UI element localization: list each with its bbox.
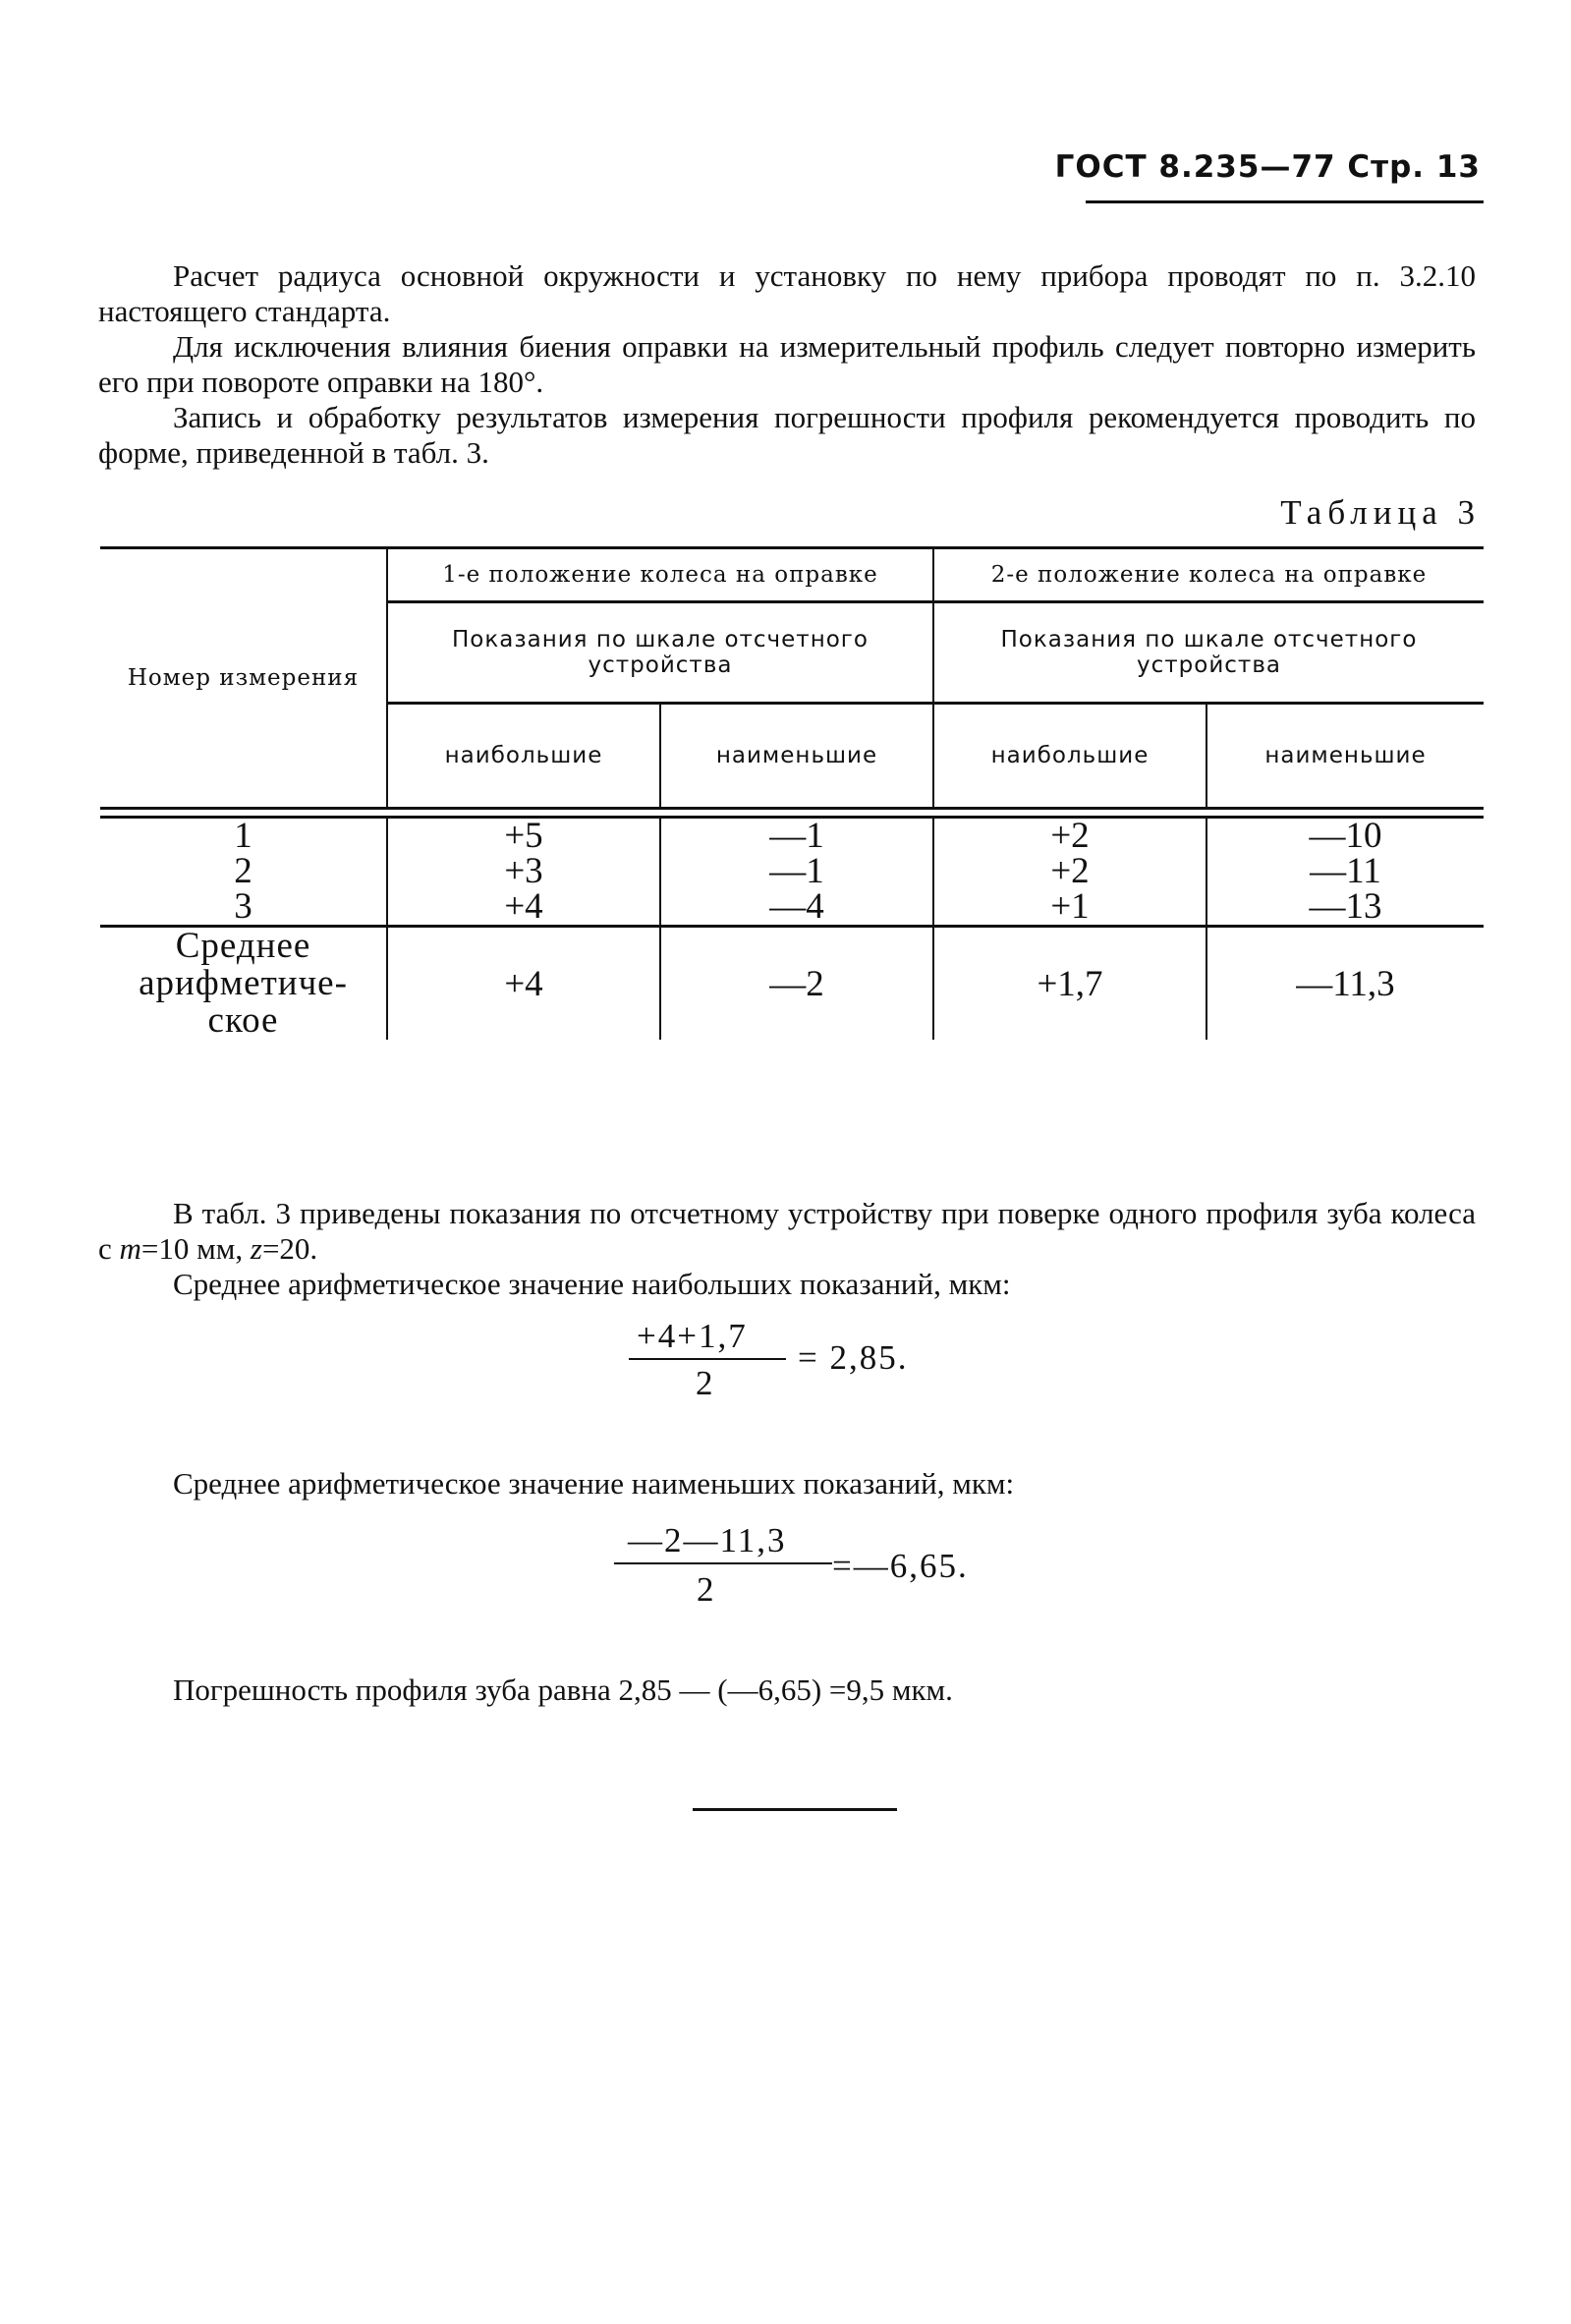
- min2-value: —13: [1309, 886, 1382, 927]
- paragraph-2-text: Для исключения влияния биения оправки на измерительный профиль следует повторно измерить его при повороте оправки на 180°.: [98, 329, 1476, 399]
- formula-2-result: =—6,65.: [832, 1547, 969, 1585]
- end-rule: [693, 1808, 897, 1811]
- formula-1-result: = 2,85.: [798, 1338, 909, 1377]
- min1-value: —1: [769, 851, 824, 891]
- min2-value: —11: [1310, 851, 1381, 891]
- min2-values-cell: [1206, 818, 1484, 927]
- average-row: [100, 928, 1484, 1040]
- max2-values-cell: [933, 818, 1206, 927]
- measurement-numbers-cell: [100, 818, 387, 927]
- avg-min2: —11,3: [1206, 928, 1484, 1040]
- text-after-1-c: =20.: [261, 1231, 318, 1266]
- max1-values-cell: [387, 818, 660, 927]
- avg-max1: +4: [387, 928, 660, 1040]
- formula-2-denominator: 2: [697, 1570, 716, 1609]
- formula-1-bar: [629, 1358, 786, 1360]
- subgroup2-header: Показания по шкале отсчетного устройства: [933, 602, 1484, 704]
- text-after-3: [98, 1466, 1476, 1502]
- paragraph-3-text: Запись и обработку результатов измерения погрешности профиля рекомендуется проводить по форме, приведенной в табл. 3.: [98, 400, 1476, 470]
- average-label-line: Среднее: [175, 926, 311, 966]
- avg-min1: —2: [660, 928, 933, 1040]
- measurement-number: 3: [234, 886, 252, 927]
- avg-max2: +1,7: [933, 928, 1206, 1040]
- formula-2-bar: [614, 1562, 832, 1564]
- text-after-1: [98, 1196, 1476, 1267]
- text-after-2: [98, 1267, 1476, 1302]
- group1-header: 1-е положение колеса на оправке: [387, 548, 933, 602]
- subgroup1-header: Показания по шкале отсчетного устройства: [387, 602, 933, 704]
- formula-1-numerator: +4+1,7: [637, 1317, 748, 1355]
- formula-2-numerator: —2—11,3: [628, 1521, 787, 1559]
- text-after-1-a: В табл. 3 приведены показания по отсчетному устройству при поверке одного профиля зуба колеса с: [98, 1196, 1476, 1266]
- max1-value: +5: [504, 816, 543, 856]
- var-m: m: [119, 1231, 141, 1266]
- text-after-2-text: Среднее арифметическое значение наибольших показаний, мкм:: [173, 1267, 1011, 1301]
- max2-value: +1: [1050, 886, 1090, 927]
- max2-value: +2: [1050, 851, 1090, 891]
- min1-value: —1: [769, 816, 824, 856]
- col-min1-header: наименьшие: [660, 704, 933, 809]
- measurement-table: [100, 546, 1484, 1040]
- measurement-number: 2: [234, 851, 252, 891]
- table-caption: Таблица 3: [1280, 493, 1481, 532]
- min1-values-cell: [660, 818, 933, 927]
- measurement-number: 1: [234, 816, 252, 856]
- values-row: [100, 818, 1484, 927]
- group2-header: 2-е положение колеса на оправке: [933, 548, 1484, 602]
- formula-1-denominator: 2: [696, 1364, 715, 1402]
- paragraph-3: [98, 400, 1476, 471]
- min2-value: —10: [1309, 816, 1382, 856]
- formula-2: [614, 1521, 1007, 1619]
- var-z: z: [250, 1231, 262, 1266]
- max2-value: +2: [1050, 816, 1090, 856]
- paragraph-1: [98, 258, 1476, 329]
- average-label-line: арифметиче-: [139, 963, 348, 1003]
- formula-1: [629, 1317, 943, 1415]
- average-label-cell: [100, 928, 387, 1040]
- text-after-1-b: =10 мм,: [140, 1231, 251, 1266]
- row-header-cell: [100, 548, 387, 809]
- col-max1-header: наибольшие: [387, 704, 660, 809]
- paragraph-2: [98, 329, 1476, 400]
- min1-value: —4: [769, 886, 824, 927]
- max1-value: +4: [504, 886, 543, 927]
- text-after-3-text: Среднее арифметическое значение наименьших показаний, мкм:: [173, 1466, 1015, 1501]
- max1-value: +3: [504, 851, 543, 891]
- col-max2-header: наибольшие: [933, 704, 1206, 809]
- header-rule: [1086, 200, 1484, 203]
- average-label-line: ское: [207, 1000, 279, 1041]
- row-header: Номер измерения: [127, 665, 360, 691]
- paragraph-1-text: Расчет радиуса основной окружности и установку по нему прибора проводят по п. 3.2.10 настоящего стандарта.: [98, 258, 1476, 328]
- text-after-4-text: Погрешность профиля зуба равна 2,85 — (—6,65) =9,5 мкм.: [173, 1672, 953, 1707]
- page-header: ГОСТ 8.235—77 Стр. 13: [1054, 149, 1481, 185]
- col-min2-header: наименьшие: [1206, 704, 1484, 809]
- text-after-4: [98, 1672, 1476, 1708]
